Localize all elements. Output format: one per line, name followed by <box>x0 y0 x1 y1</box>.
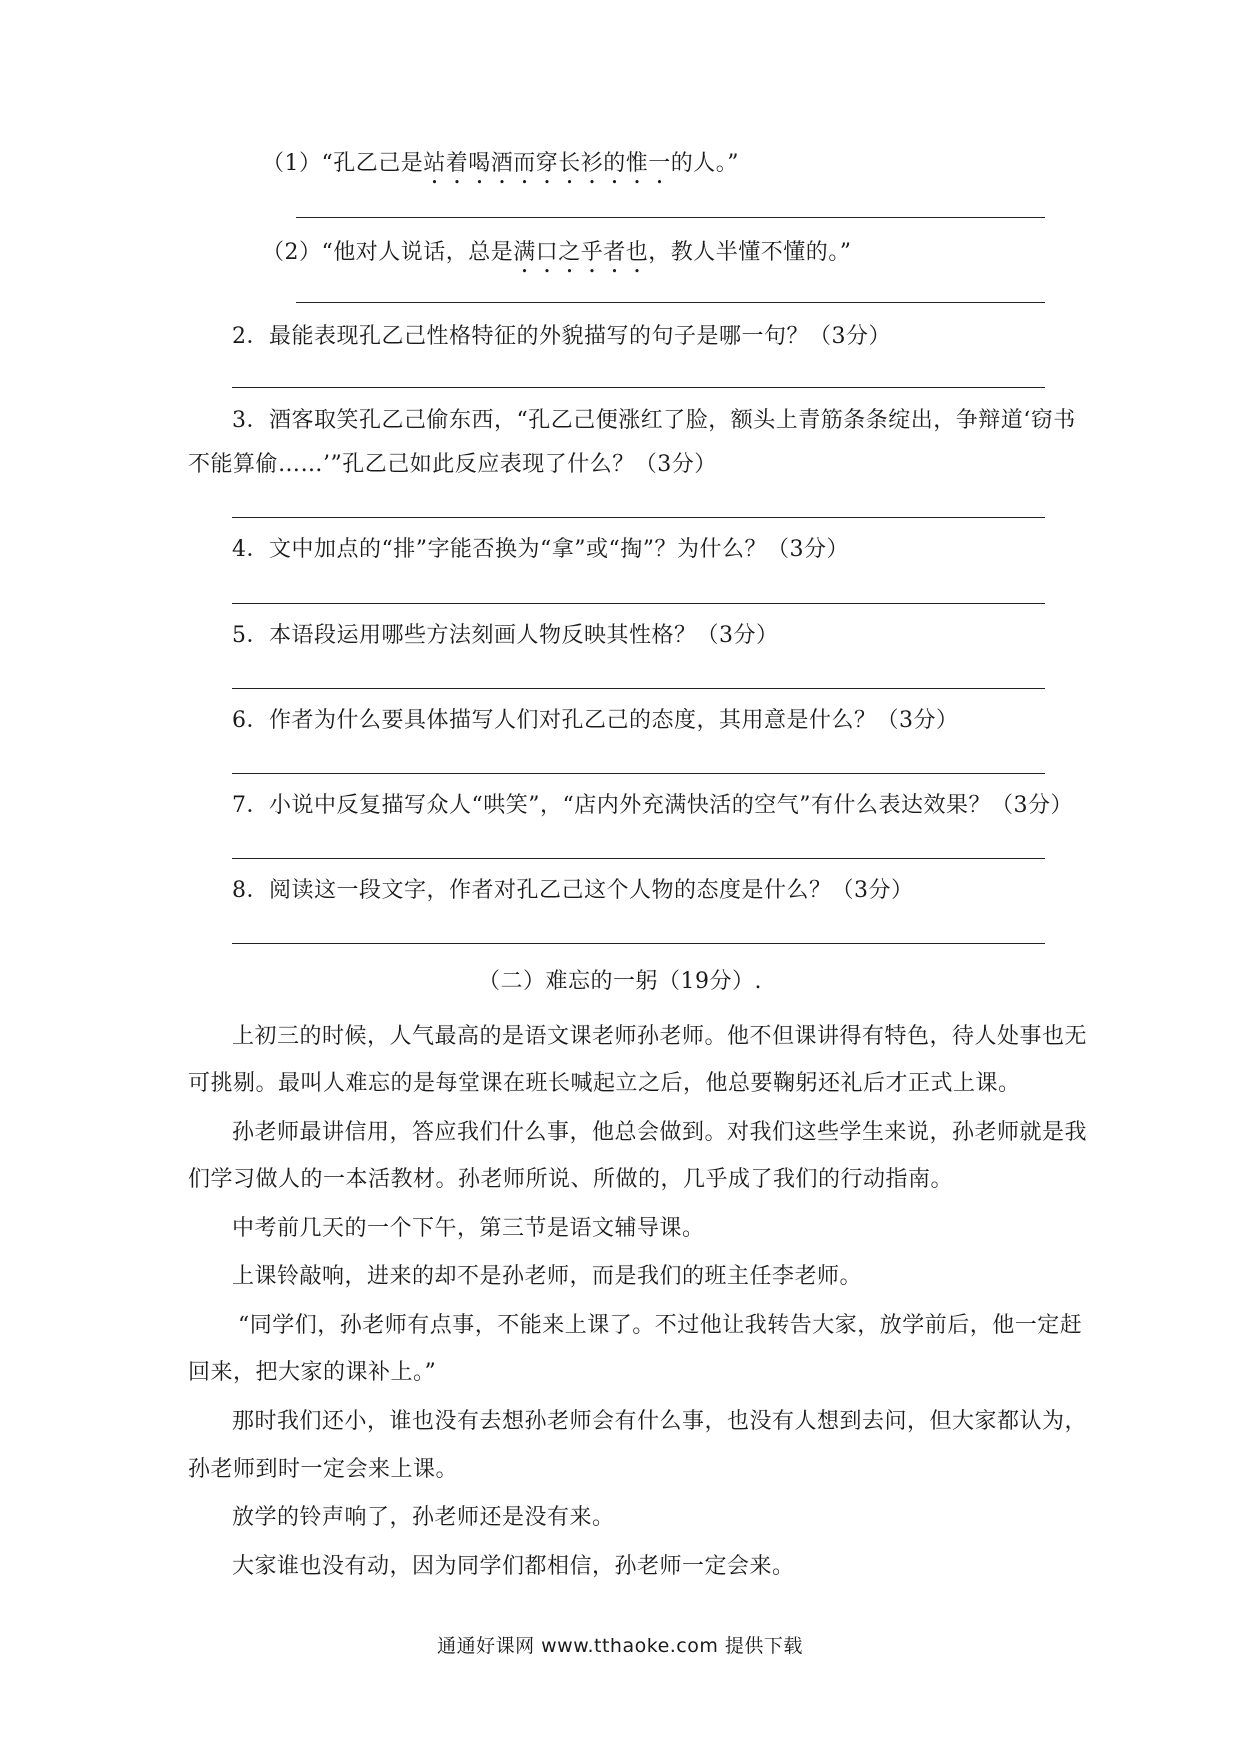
answer-line-1-2 <box>296 302 1045 303</box>
section-title: （二）难忘的一躬（19分）. <box>478 969 762 994</box>
page-footer: 通通好课网 www.tthaoke.com 提供下载 <box>437 1635 803 1657</box>
question-2: 2．最能表现孔乙己性格特征的外貌描写的句子是哪一句？（3分） <box>232 324 891 349</box>
passage-line: 可挑剔。最叫人难忘的是每堂课在班长喊起立之后，他总要鞠躬还礼后才正式上课。 <box>188 1071 1021 1096</box>
question-3: 3．酒客取笑孔乙己偷东西，“孔乙己便涨红了脸，额头上青筋条条绽出，争辩道‘窃书 <box>232 408 1076 433</box>
passage-line: 们学习做人的一本活教材。孙老师所说、所做的，几乎成了我们的行动指南。 <box>188 1167 954 1192</box>
sub-question-2-post: ，教人半懂不懂的。” <box>648 240 852 265</box>
question-7: 7．小说中反复描写众人“哄笑”，“店内外充满快活的空气”有什么表达效果？（3分） <box>232 793 1073 818</box>
passage-line: 回来，把大家的课补上。” <box>188 1360 437 1385</box>
question-5: 5．本语段运用哪些方法刻画人物反映其性格？（3分） <box>232 623 779 648</box>
passage-line: 中考前几天的一个下午，第三节是语文辅导课。 <box>232 1216 705 1241</box>
sub-question-2-pre: “他对人说话，总是 <box>321 240 514 265</box>
answer-line-1-1 <box>296 217 1045 218</box>
answer-line-7 <box>232 858 1045 859</box>
question-6: 6．作者为什么要具体描写人们对孔乙己的态度，其用意是什么？（3分） <box>232 708 959 733</box>
sub-question-1-number: （1） <box>262 151 322 176</box>
sub-question-2-dotted: 满口之乎者也 <box>513 240 649 265</box>
passage-line: 上课铃敲响，进来的却不是孙老师，而是我们的班主任李老师。 <box>232 1264 863 1289</box>
passage-line: 上初三的时候，人气最高的是语文课老师孙老师。他不但课讲得有特色，待人处事也无 <box>232 1024 1088 1049</box>
question-8: 8．阅读这一段文字，作者对孔乙己这个人物的态度是什么？（3分） <box>232 878 914 903</box>
passage-line: 那时我们还小，谁也没有去想孙老师会有什么事，也没有人想到去问，但大家都认为， <box>232 1409 1088 1434</box>
answer-line-5 <box>232 688 1045 689</box>
answer-line-3 <box>232 517 1045 518</box>
question-3-continuation: 不能算偷……’”孔乙己如此反应表现了什么？（3分） <box>188 452 717 477</box>
passage-line: “同学们，孙老师有点事，不能来上课了。不过他让我转告大家，放学前后，他一定赶 <box>238 1313 1083 1338</box>
sub-question-2 <box>262 238 852 278</box>
sub-question-1-post: 的人。” <box>670 151 740 176</box>
sub-question-1-pre: “孔乙己是 <box>321 151 424 176</box>
passage-line: 孙老师到时一定会来上课。 <box>188 1457 459 1482</box>
passage-line: 放学的铃声响了，孙老师还是没有来。 <box>232 1505 615 1530</box>
answer-line-2 <box>232 387 1045 388</box>
answer-line-8 <box>232 943 1045 944</box>
answer-line-4 <box>232 603 1045 604</box>
sub-question-1-dotted: 站着喝酒而穿长衫的惟一 <box>423 151 671 176</box>
sub-question-1 <box>262 149 739 189</box>
sub-question-2-number: （2） <box>262 240 322 265</box>
question-4: 4．文中加点的“排”字能否换为“拿”或“掏”？为什么？（3分） <box>232 537 849 562</box>
answer-line-6 <box>232 773 1045 774</box>
passage-line: 孙老师最讲信用，答应我们什么事，他总会做到。对我们这些学生来说，孙老师就是我 <box>232 1120 1088 1145</box>
passage-line: 大家谁也没有动，因为同学们都相信，孙老师一定会来。 <box>232 1554 795 1579</box>
